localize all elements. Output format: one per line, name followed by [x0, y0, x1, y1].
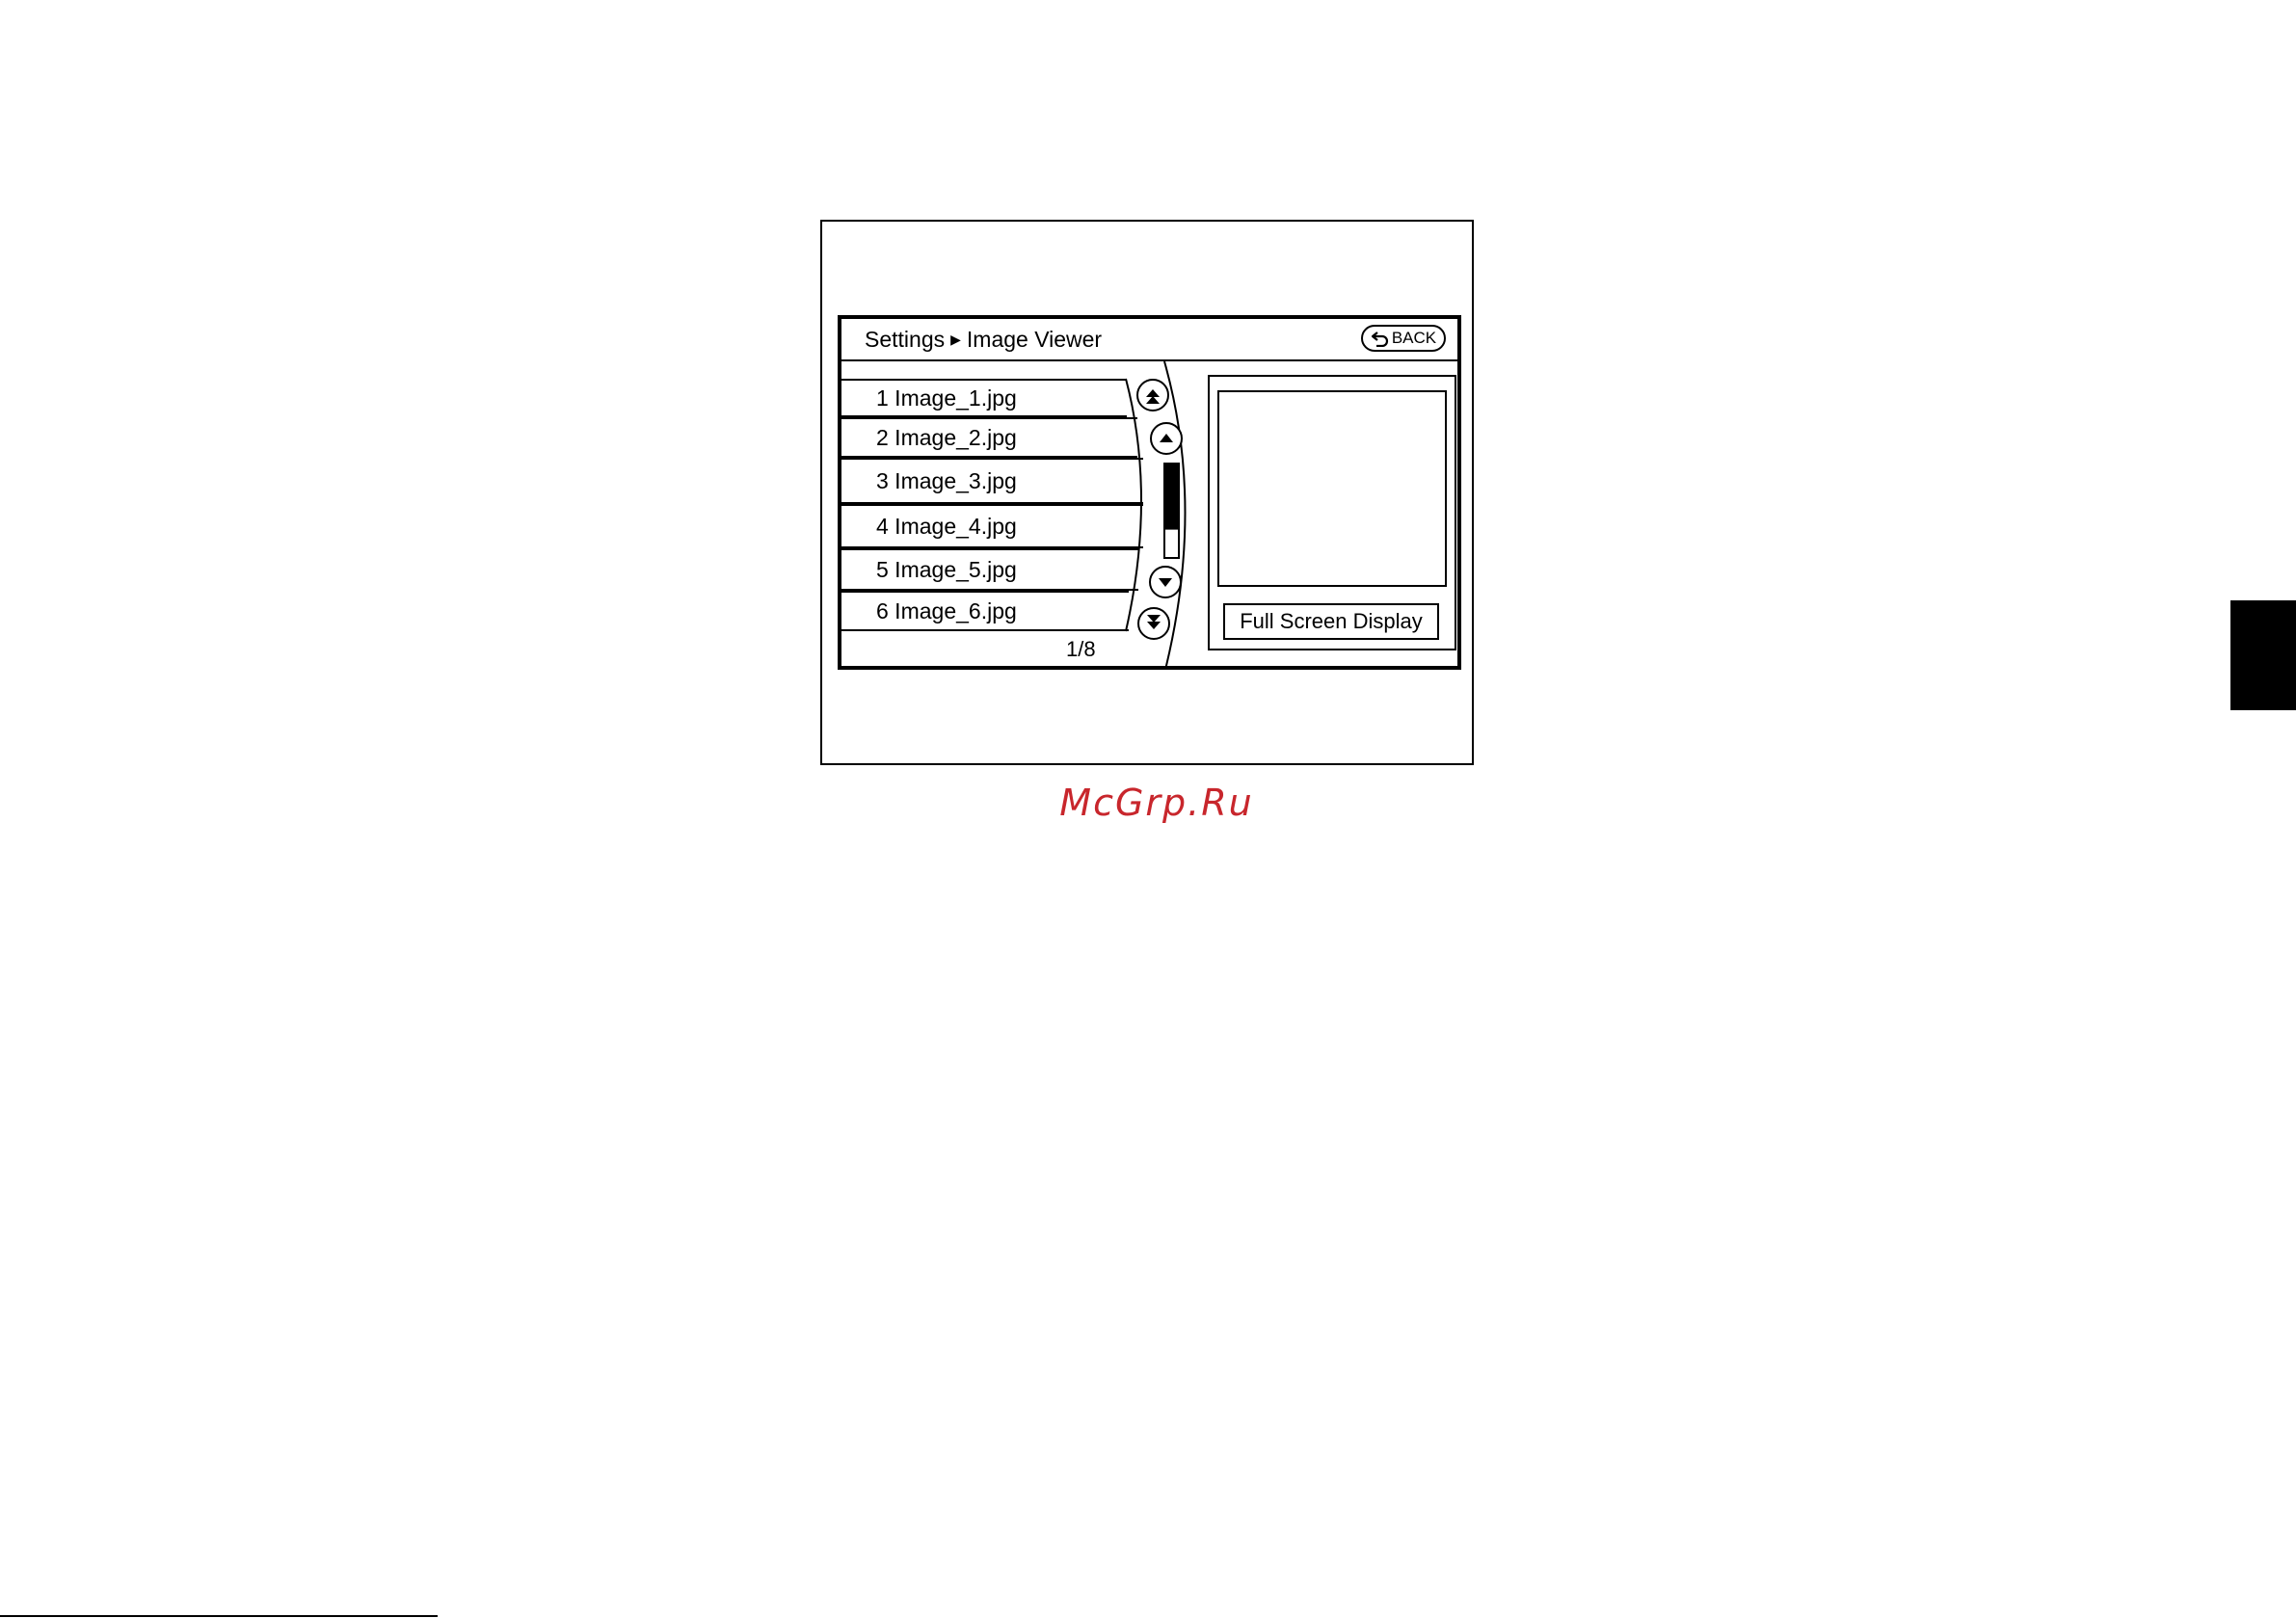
breadcrumb-settings[interactable]: Settings — [865, 327, 946, 352]
preview-panel — [1208, 375, 1456, 650]
list-item-label: 2 Image_2.jpg — [876, 424, 1017, 450]
page-down-icon[interactable] — [1138, 608, 1169, 639]
scrollbar-thumb[interactable] — [1164, 464, 1179, 530]
page-up-icon[interactable] — [1137, 380, 1168, 411]
watermark: McGrp.Ru — [1059, 782, 1254, 824]
list-item-label: 6 Image_6.jpg — [876, 597, 1017, 623]
full-screen-display-button[interactable] — [1223, 603, 1439, 640]
breadcrumb-arrow-icon: ▶ — [950, 332, 961, 347]
bottom-rule — [0, 1615, 438, 1617]
full-screen-display-label: Full Screen Display — [1240, 609, 1423, 633]
scroll-up-icon[interactable] — [1151, 423, 1182, 454]
scroll-down-icon[interactable] — [1150, 567, 1181, 597]
list-item-label: 1 Image_1.jpg — [876, 385, 1017, 411]
breadcrumb-image-viewer: Image Viewer — [966, 327, 1103, 352]
section-tab-marker — [2230, 600, 2296, 710]
back-button-label: BACK — [1391, 329, 1437, 347]
image-viewer-screen — [838, 315, 1461, 670]
image-preview — [1217, 390, 1447, 587]
scrollbar-track[interactable] — [1164, 464, 1179, 558]
page-indicator: 1/8 — [1066, 637, 1096, 661]
list-item-label: 5 Image_5.jpg — [876, 556, 1017, 582]
list-item-label: 3 Image_3.jpg — [876, 467, 1017, 493]
list-item-label: 4 Image_4.jpg — [876, 513, 1017, 539]
